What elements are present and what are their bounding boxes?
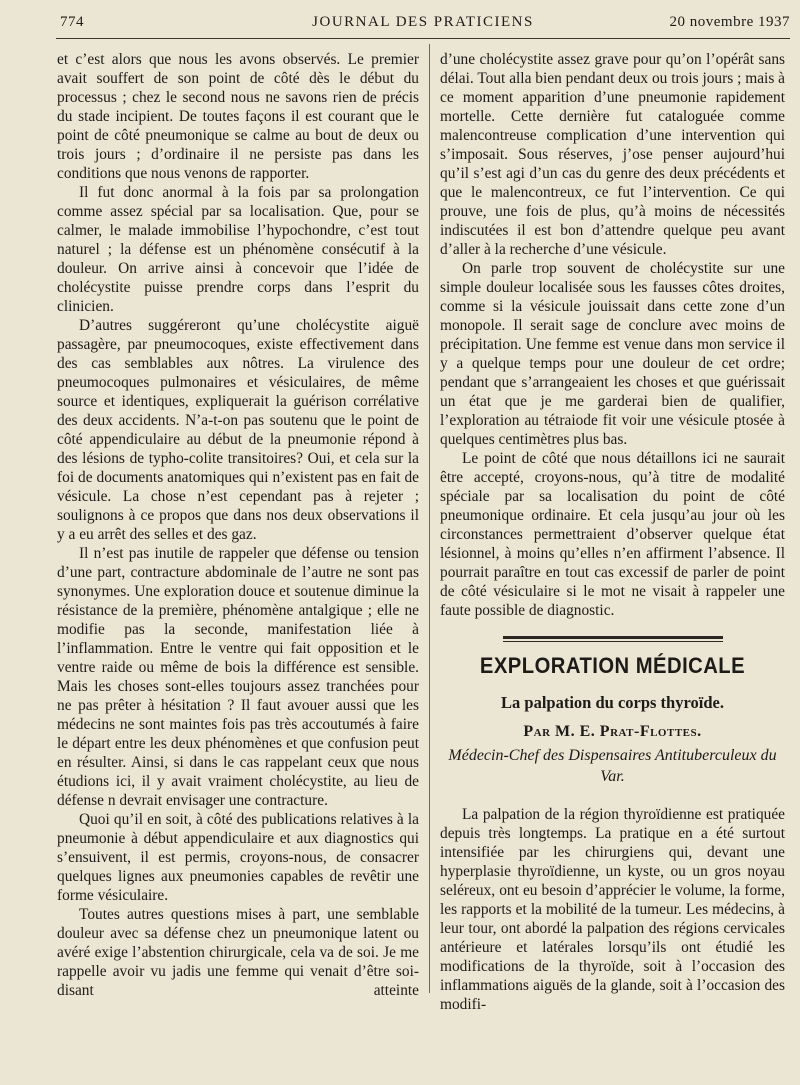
article-body bbox=[440, 805, 785, 1033]
left-column bbox=[57, 50, 419, 1019]
paragraph: d’une cholécystite assez grave pour qu’on l’opérât sans délai. Tout alla bien pendant deux ou trois jours ; mais à ce moment apparition d’une pneumonie rapidement mortelle. Cette dernière fut cataloguée comme malencontreuse complication d’une intervention qui s’imposait. Sous réserves, j’ose penser aujourd’hui qu’il s’est agi d’un cas du genre des deux précédents et que le malencontreux, ce fut l’intervention. Ce qui prouve, une fois de plus, qu’à moins de nécessités indiscutées il est bon d’attendre quelque peu avant d’aller à la recherche d’une vésicule. bbox=[440, 51, 785, 258]
paragraph: Quoi qu’il en soit, à côté des publications relatives à la pneumonie à début appendiculaire et aux diagnostics qui s’ensuivent, il est permis, croyons-nous, de consacrer quelques lignes aux pneumonies capables de revêtir une forme vésiculaire. bbox=[57, 811, 419, 904]
paragraph: Il fut donc anormal à la fois par sa prolongation comme assez spécial par sa localisation. Que, pour se calmer, le malade immobilise l’hypochondre, c’est tout naturel ; la défense est un phénomène consécutif à la douleur. On arrive ainsi à concevoir que l’idée de cholécystite puisse prendre corps dans l’esprit du clinicien. bbox=[57, 184, 419, 315]
issue-date: 20 novembre 1937 bbox=[669, 14, 790, 30]
page-number: 774 bbox=[60, 14, 84, 30]
paragraph: D’autres suggéreront qu’une cholécystite aiguë passagère, par pneumocoques, existe effectivement dans des cas semblables aux nôtres. La virulence des pneumocoques pulmonaires et vésiculaires, de même source et identiques, expliquerait la guérison corrélative des deux accidents. N’a-t-on pas soutenu que le point de côté appendiculaire au début de la pneumonie répond à des lésions de typho-colite transitoires? Oui, et cela sur la foi de documents anatomiques qui n’existent pas en fait de vésicule. La chose n’est cependant pas à rejeter ; soulignons à ce propos que dans nos deux observations il y a eu arrêt des selles et des gaz. bbox=[57, 317, 419, 543]
paragraph: Toutes autres questions mises à part, une semblable douleur avec sa défense chez un pneumonique latent ou avéré exige l’abstention chirurgicale, cela va de soi. Je me rappelle avoir vu jadis une femme qui venait d’être soi-disant atteinte bbox=[57, 906, 419, 999]
paragraph: Il n’est pas inutile de rappeler que défense ou tension d’une part, contracture abdominale de l’autre ne sont pas synonymes. Une exploration douce et soutenue diminue la résistance de la première, phénomène antalgique ; elle ne modifie pas la seconde, manifestation liée à l’inflammation. Entre le ventre qui fait opposition et le ventre raide ou même de bois la différence est sensible. Mais les choses sont-elles toujours assez tranchées pour ne pas prêter à hésitation ? Il faut avouer aussi que les médecins ne sont maintes fois pas très accoutumés à faire le départ entre les deux phénomènes et que confusion peut en résulter. Ainsi, si dans le cas rappelant ceux que nous étudions ici, il y avait vraiment cholécystite, au lieu de défense n devrait envisager une contracture. bbox=[57, 545, 419, 809]
section-divider bbox=[503, 636, 723, 642]
column-divider bbox=[429, 44, 430, 993]
article-title: La palpation du corps thyroïde. bbox=[501, 693, 724, 712]
journal-title: JOURNAL DES PRATICIENS bbox=[312, 14, 534, 30]
paragraph: Le point de côté que nous détaillons ici ne saurait être accepté, croyons-nous, qu’à titre de modalité spéciale par sa localisation du point de côté pneumonique ordinaire. Et cela jusqu’au jour où les circonstances permettraient d’observer quelque état lésionnel, à moins qu’elles n’en affirment l’absence. Il pourrait paraître en tout cas excessif de parler de point de côté vésiculaire si le mot ne visait à rappeler une faute possible de diagnostic. bbox=[440, 450, 785, 619]
right-column bbox=[440, 50, 785, 1033]
paragraph: et c’est alors que nous les avons observés. Le premier avait souffert de son point de côté dès le début du processus ; chez le second nous ne savons rien de précis du stade incipient. De toutes façons il est courant que le point de côté pneumonique se calme au bout de deux ou trois jours ; d’ordinaire il ne persiste pas dans les conditions que nous venons de rapporter. bbox=[57, 51, 419, 182]
section-title: EXPLORATION MÉDICALE bbox=[479, 653, 746, 678]
article-author: Par M. E. Prat-Flottes. bbox=[523, 723, 702, 740]
paragraph: On parle trop souvent de cholécystite sur une simple douleur localisée sous les fausses côtes droites, comme si la vésicule jouissait dans cette zone d’un monopole. Il serait sage de conclure avec moins de précipitation. Une femme est venue dans mon service il y a quelque temps pour une douleur de cet ordre; pendant que s’arrangeaient les choses et que guérissait un état que je me garderai bien de qualifier, l’exploration au tétraiode fit voir une vésicule ptosée à quelques centimètres plus bas. bbox=[440, 260, 785, 448]
running-head bbox=[56, 12, 790, 34]
article-affiliation: Médecin-Chef des Dispensaires Antituberculeux du Var. bbox=[448, 747, 777, 785]
header-rule bbox=[56, 38, 790, 39]
paragraph: La palpation de la région thyroïdienne est pratiquée depuis très longtemps. La pratique en a été surtout intensifiée par les chirurgiens qui, devant une hyperplasie thyroïdienne, un kyste, ou un gros noyau seléreux, ont eu besoin d’apprécier le volume, la forme, les rapports et la mobilité de la tumeur. Les médecins, à leur tour, ont abordé la palpation des régions cervicales antérieure et latérales lorsqu’ils ont étudié les modifications de la thyroïde, soit à l’occasion des inflammations aiguës de la glande, soit à l’occasion des modifi- bbox=[440, 806, 785, 1013]
